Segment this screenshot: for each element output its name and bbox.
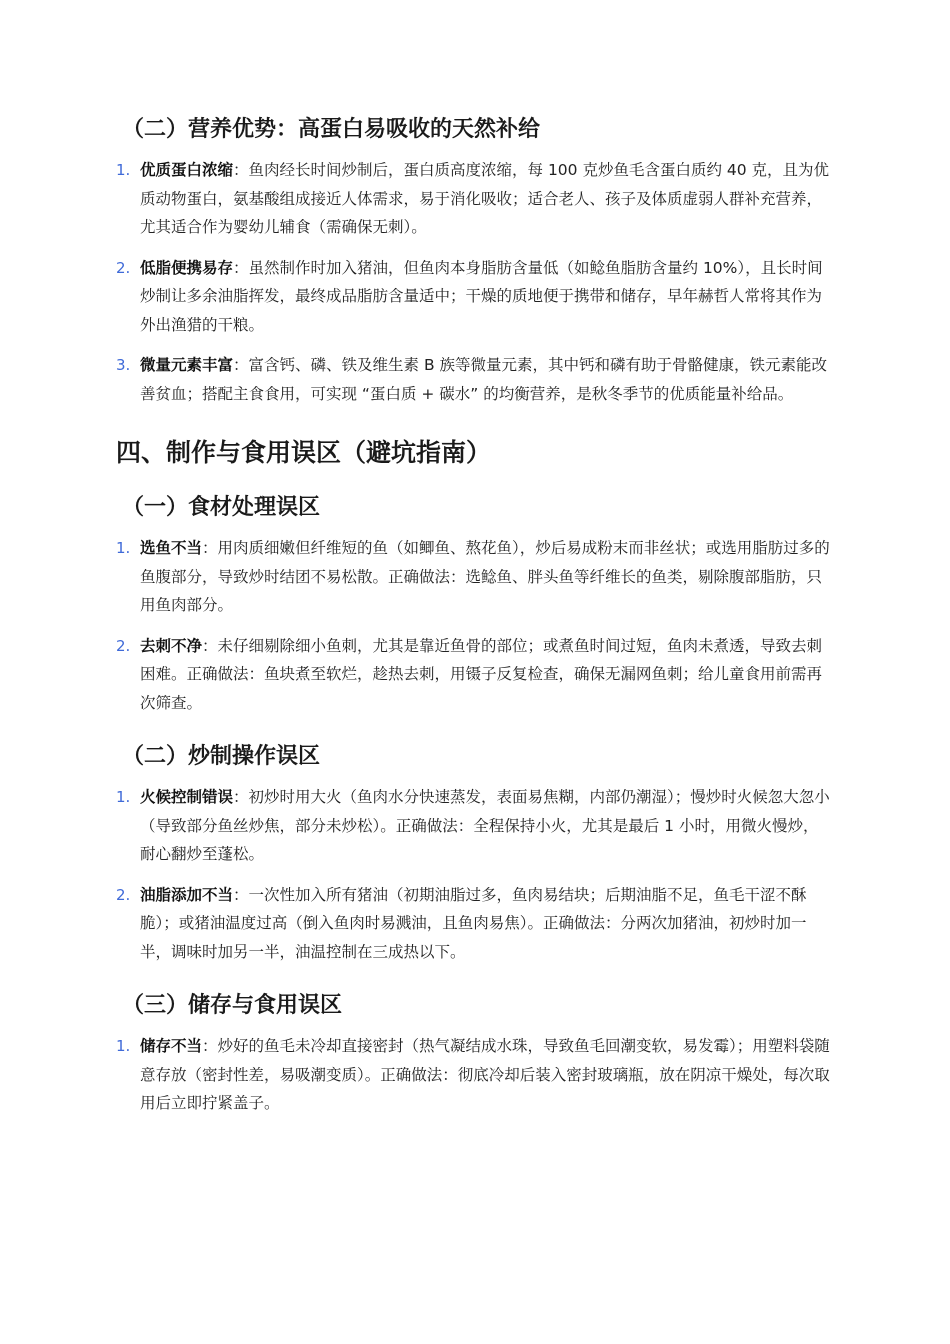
- list-item: [118, 534, 832, 620]
- list-number: 1.: [116, 788, 131, 806]
- subsection-heading-ingredients: （一）食材处理误区: [122, 495, 321, 520]
- list-number: 2.: [116, 636, 131, 655]
- list-item: [118, 881, 832, 967]
- section-heading-nutrition: （二）营养优势：高蛋白易吸收的天然补给: [122, 117, 541, 142]
- item-term: 储存不当: [140, 1037, 203, 1055]
- item-text: ：鱼肉经长时间炒制后，蛋白质高度浓缩，每 100 克炒鱼毛含蛋白质约 40 克，且为优质动物蛋白，氨基酸组成接近人体需求，易于消化吸收；适合老人、孩子及体质虚弱人群补充营养，尤其适合作为婴幼儿辅食（需确保无刺）。: [140, 161, 830, 236]
- item-text: ：未仔细剔除细小鱼刺，尤其是靠近鱼骨的部位；或煮鱼时间过短，鱼肉未煮透，导致去刺困难。正确做法：鱼块煮至软烂，趁热去刺，用镊子反复检查，确保无漏网鱼刺；给儿童食用前需再次筛查。: [140, 636, 823, 712]
- item-text: ：用肉质细嫩但纤维短的鱼（如鲫鱼、熬花鱼），炒后易成粉末而非丝状；或选用脂肪过多的鱼腹部分，导致炒时结团不易松散。正确做法：选鲶鱼、胖头鱼等纤维长的鱼类，剔除腹部脂肪，只用鱼肉部分。: [140, 539, 830, 614]
- ingredients-list: [118, 534, 832, 717]
- item-term: 优质蛋白浓缩: [140, 161, 234, 179]
- list-number: 2.: [116, 258, 131, 277]
- item-text: ：初炒时用大火（鱼肉水分快速蒸发，表面易焦糊，内部仍潮湿）；慢炒时火候忽大忽小（导致部分鱼丝炒焦，部分未炒松）。正确做法：全程保持小火，尤其是最后 1 小时，用微火慢炒，耐心翻炒至蓬松。: [140, 788, 830, 863]
- frying-list: [118, 783, 832, 966]
- item-term: 油脂添加不当: [140, 885, 234, 904]
- item-term: 火候控制错误: [140, 788, 234, 806]
- item-term: 低脂便携易存: [140, 258, 234, 277]
- list-number: 1.: [116, 1037, 131, 1055]
- item-text: ：炒好的鱼毛未冷却直接密封（热气凝结成水珠，导致鱼毛回潮变软，易发霉）；用塑料袋随意存放（密封性差，易吸潮变质）。正确做法：彻底冷却后装入密封玻璃瓶，放在阴凉干燥处，每次取用后立即拧紧盖子。: [140, 1037, 830, 1112]
- list-item: [118, 783, 832, 869]
- chapter-heading: 四、制作与食用误区（避坑指南）: [116, 438, 492, 467]
- list-number: 3.: [116, 356, 131, 374]
- storage-list: [118, 1032, 832, 1118]
- item-text: ：一次性加入所有猪油（初期油脂过多，鱼肉易结块；后期油脂不足，鱼毛干涩不酥脆）；或猪油温度过高（倒入鱼肉时易溅油，且鱼肉易焦）。正确做法：分两次加猪油，初炒时加一半，调味时加另一半，油温控制在三成热以下。: [140, 885, 807, 961]
- subsection-heading-frying: （二）炒制操作误区: [122, 744, 321, 769]
- nutrition-list: [118, 156, 832, 408]
- list-number: 1.: [116, 539, 131, 557]
- list-item: [118, 351, 832, 408]
- list-number: 2.: [116, 885, 131, 904]
- item-term: 去刺不净: [140, 636, 203, 655]
- list-item: [118, 254, 832, 340]
- list-number: 1.: [116, 161, 131, 179]
- list-item: [118, 156, 832, 242]
- list-item: [118, 632, 832, 718]
- item-text: ：富含钙、磷、铁及维生素 B 族等微量元素，其中钙和磷有助于骨骼健康，铁元素能改善贫血；搭配主食食用，可实现 “蛋白质 + 碳水” 的均衡营养，是秋冬季节的优质能量补给品。: [140, 356, 828, 403]
- item-term: 微量元素丰富: [140, 356, 234, 374]
- item-text: ：虽然制作时加入猪油，但鱼肉本身脂肪含量低（如鲶鱼脂肪含量约 10%），且长时间炒制让多余油脂挥发，最终成品脂肪含量适中；干燥的质地便于携带和储存，早年赫哲人常将其作为外出渔猎的干粮。: [140, 258, 823, 334]
- subsection-heading-storage: （三）储存与食用误区: [122, 993, 343, 1018]
- item-term: 选鱼不当: [140, 539, 203, 557]
- list-item: [118, 1032, 832, 1118]
